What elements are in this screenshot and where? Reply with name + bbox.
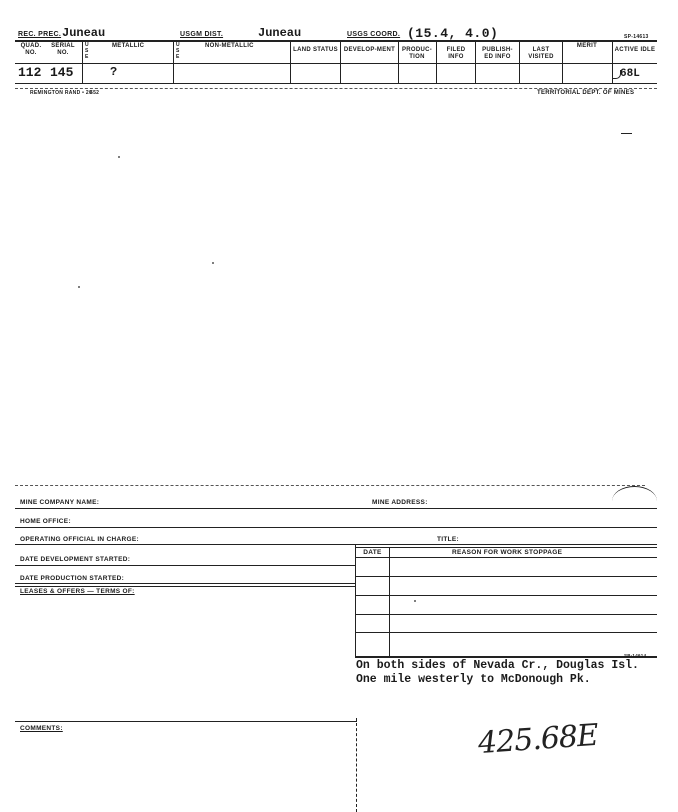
stoppage-reason-header: REASON FOR WORK STOPPAGE xyxy=(452,549,563,556)
col-active-idle: ACTIVE IDLE xyxy=(614,47,656,53)
record-quad-no: 112 xyxy=(18,65,42,80)
mine-company-name-label: MINE COMPANY NAME: xyxy=(20,499,100,506)
col-land-status: LAND STATUS xyxy=(293,47,338,53)
home-office-label: HOME OFFICE: xyxy=(20,518,71,525)
form-number-bottom: SP-14614 xyxy=(624,653,647,658)
location-line-1: On both sides of Nevada Cr., Douglas Isl. xyxy=(356,659,639,672)
usgs-coord-label: USGS COORD. xyxy=(347,31,401,38)
printer-code: 652 xyxy=(90,90,100,96)
comments-label: COMMENTS: xyxy=(20,725,63,732)
usgm-dist-value: Juneau xyxy=(258,26,302,40)
col-published-info: PUBLISH-ED INFO xyxy=(482,47,513,60)
col-use-2: U S E xyxy=(176,42,180,60)
rec-prec-label: REC. PREC. xyxy=(18,31,62,38)
mine-address-label: MINE ADDRESS: xyxy=(372,499,428,506)
stoppage-date-header: DATE xyxy=(363,549,382,556)
leases-label: LEASES & OFFERS — TERMS OF: xyxy=(20,588,135,595)
form-number-top: SP-14613 xyxy=(624,34,649,40)
col-filed-info: FILED INFO xyxy=(446,47,466,60)
handwritten-number: 425.68E xyxy=(476,717,599,762)
record-active-idle: 68L xyxy=(620,68,640,80)
usgs-coord-value: (15.4, 4.0) xyxy=(407,26,499,41)
date-development-label: DATE DEVELOPMENT STARTED: xyxy=(20,556,131,563)
title-label: TITLE: xyxy=(437,536,460,543)
col-use-1: U S E xyxy=(85,42,89,60)
col-non-metallic: NON-METALLIC xyxy=(205,43,254,49)
location-line-2: One mile westerly to McDonough Pk. xyxy=(356,673,591,686)
col-quad-no: QUAD. NO. xyxy=(20,43,42,56)
col-production: PRODUC-TION xyxy=(401,47,433,60)
rec-prec-value: Juneau xyxy=(62,26,106,40)
printer-label: REMINGTON RAND • 20 xyxy=(30,90,93,96)
col-development: DEVELOP-MENT xyxy=(343,47,396,53)
operating-official-label: OPERATING OFFICIAL IN CHARGE: xyxy=(20,536,139,543)
speck xyxy=(78,286,80,288)
department-label: TERRITORIAL DEPT. OF MINES xyxy=(537,90,635,96)
curl-mark xyxy=(612,486,657,501)
col-merit: MERIT xyxy=(576,43,598,49)
speck xyxy=(212,262,214,264)
record-serial-no: 145 xyxy=(50,65,74,80)
speck xyxy=(414,600,416,602)
record-metallic: ? xyxy=(110,65,118,79)
col-last-visited: LAST VISITED xyxy=(528,47,554,60)
usgm-dist-label: USGM DIST. xyxy=(180,31,224,38)
speck xyxy=(118,156,120,158)
col-metallic: METALLIC xyxy=(112,43,145,49)
col-serial-no: SERIAL NO. xyxy=(51,43,75,56)
date-production-label: DATE PRODUCTION STARTED: xyxy=(20,575,125,582)
stray-mark xyxy=(621,133,632,134)
